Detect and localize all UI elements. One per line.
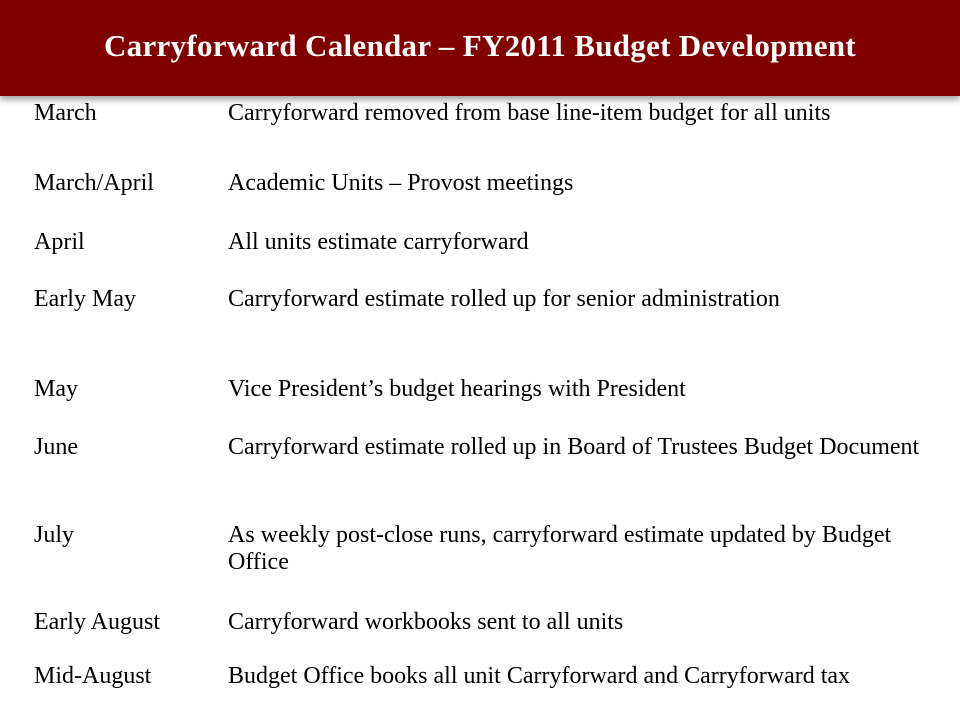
calendar-date: March/April [34,170,154,196]
calendar-activity: Carryforward estimate rolled up for senior administration [228,286,780,312]
title-bar [0,0,960,96]
calendar-activity: Vice President’s budget hearings with President [228,376,686,402]
calendar-date: Early May [34,286,136,312]
calendar-date: July [34,522,75,548]
calendar-activity: Carryforward workbooks sent to all units [228,609,624,635]
calendar-activity: Academic Units – Provost meetings [228,170,574,196]
calendar-activity: All units estimate carryforward [228,229,529,255]
calendar-activity: Carryforward removed from base line-item budget for all units [228,100,831,126]
calendar-date: Mid-August [34,663,152,689]
calendar-activity: As weekly post-close runs, carryforward estimate updated by Budget Office [228,522,892,575]
calendar-date: April [34,229,85,255]
calendar-date: June [34,434,78,460]
calendar-date: Early August [34,609,160,635]
calendar-date: March [34,100,97,126]
calendar-date: May [34,376,78,402]
calendar-activity: Carryforward estimate rolled up in Board of Trustees Budget Document [228,434,920,460]
calendar-activity: Budget Office books all unit Carryforward and Carryforward tax [228,663,851,689]
slide-title: Carryforward Calendar – FY2011 Budget Development [103,28,857,63]
